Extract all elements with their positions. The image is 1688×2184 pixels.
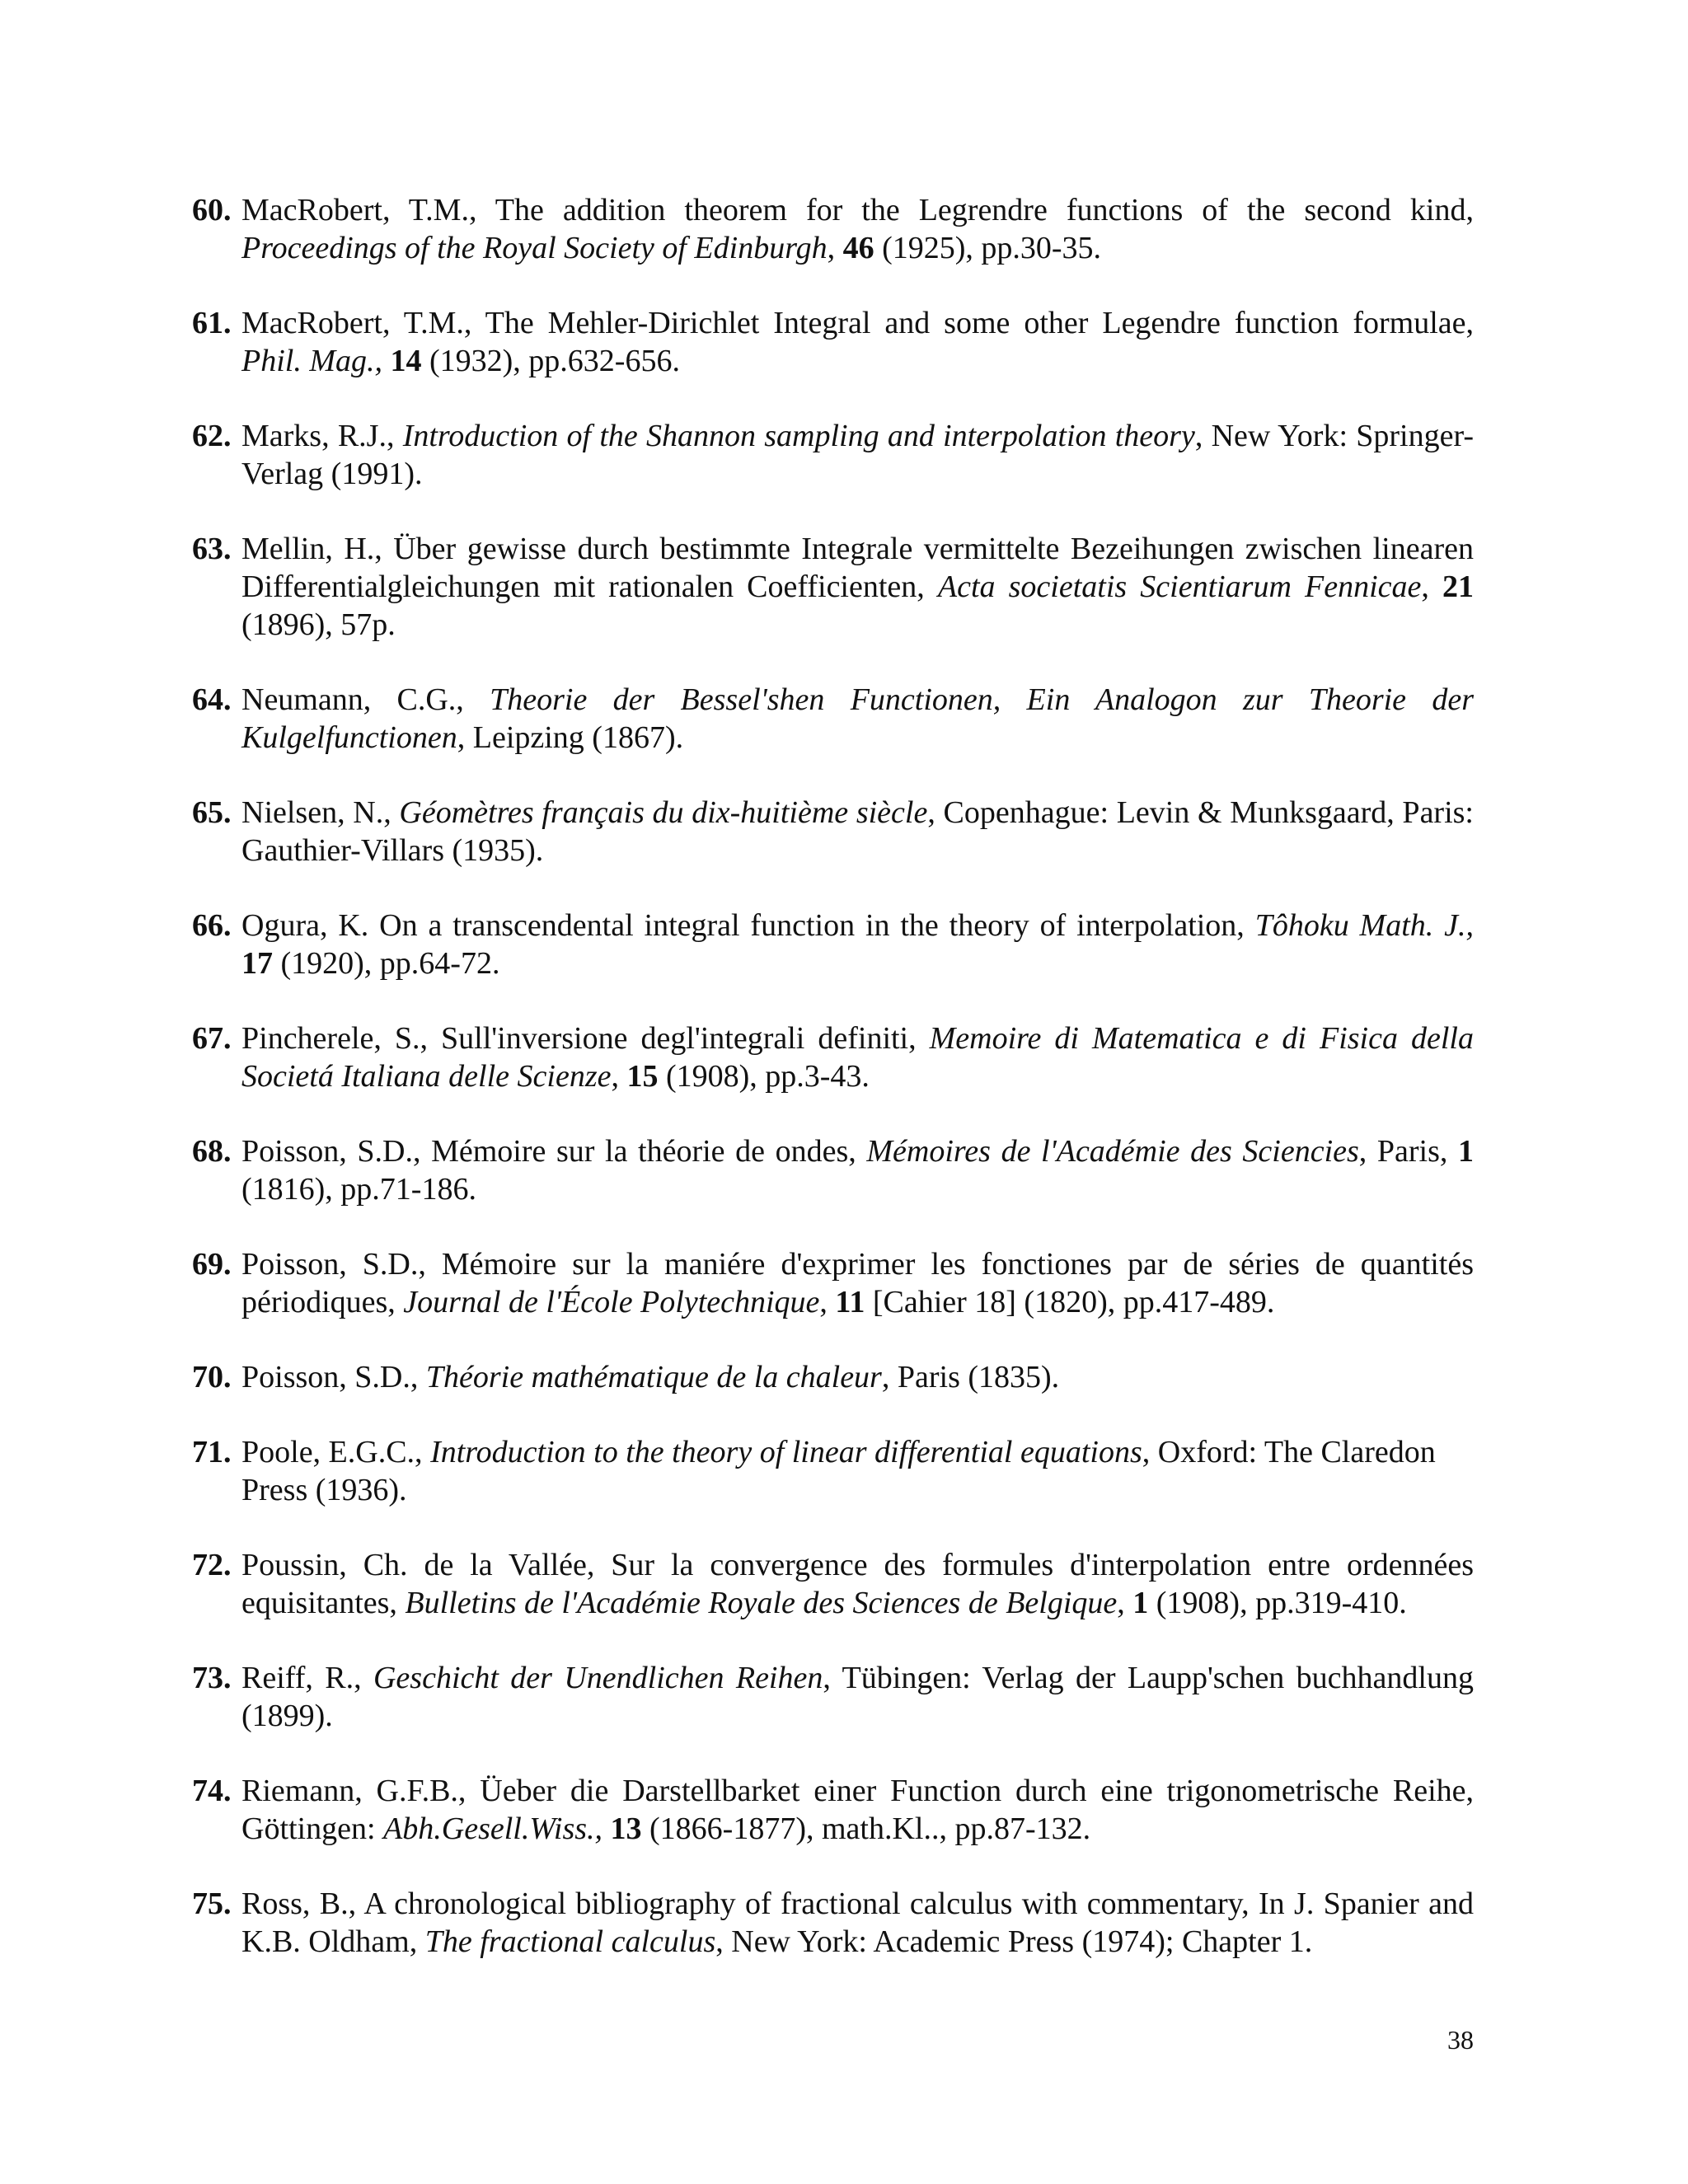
reference-text bbox=[241, 1245, 1474, 1321]
reference-text-segment: Poole, E.G.C., bbox=[241, 1435, 431, 1469]
reference-title-italic: Journal de l'École Polytechnique bbox=[403, 1285, 820, 1319]
reference-number: 74. bbox=[192, 1774, 232, 1808]
reference-title-italic: Proceedings of the Royal Society of Edinburgh bbox=[241, 231, 828, 265]
reference-number: 71. bbox=[192, 1435, 232, 1469]
reference-text-segment: , New York: Springer-Verlag (1991). bbox=[241, 419, 1475, 491]
reference-entry bbox=[192, 1132, 1474, 1208]
reference-text bbox=[241, 1885, 1474, 1961]
reference-text-segment: (1816), pp.71-186. bbox=[241, 1172, 476, 1207]
reference-number: 60. bbox=[192, 193, 232, 227]
reference-entry bbox=[192, 530, 1474, 644]
reference-number: 68. bbox=[192, 1134, 232, 1169]
reference-text-segment: (1925), pp.30-35. bbox=[874, 231, 1102, 265]
reference-title-italic: Introduction to the theory of linear differential equations bbox=[430, 1435, 1142, 1469]
reference-text-segment: Poisson, S.D., Mémoire sur la maniére d'exprimer les fonctiones par de séries de quantités périodiques, bbox=[241, 1247, 1474, 1319]
reference-entry bbox=[192, 794, 1474, 869]
reference-entry bbox=[192, 1358, 1474, 1396]
reference-text-segment: (1920), pp.64-72. bbox=[273, 946, 500, 981]
reference-title-italic: Acta societatis Scientiarum Fennicae bbox=[937, 569, 1422, 604]
reference-text-segment: , Paris (1835). bbox=[881, 1360, 1060, 1394]
reference-number: 63. bbox=[192, 532, 232, 566]
reference-text-segment: , Oxford: The Claredon Press (1936). bbox=[241, 1435, 1436, 1507]
reference-text bbox=[241, 1659, 1474, 1735]
reference-volume-bold: 15 bbox=[626, 1059, 659, 1094]
reference-title-italic: Théorie mathématique de la chaleur bbox=[425, 1360, 882, 1394]
reference-text-segment: Marks, R.J., bbox=[241, 419, 403, 453]
reference-number: 66. bbox=[192, 908, 232, 943]
reference-text-segment: Pincherele, S., Sull'inversione degl'integrali definiti, bbox=[241, 1021, 930, 1056]
reference-text-segment: , bbox=[1421, 569, 1442, 604]
reference-text-segment: , Leipzing (1867). bbox=[457, 720, 684, 755]
reference-list bbox=[192, 191, 1474, 1998]
reference-text bbox=[241, 1546, 1474, 1622]
reference-number: 75. bbox=[192, 1886, 232, 1921]
reference-entry bbox=[192, 1546, 1474, 1622]
reference-text-segment: MacRobert, T.M., The Mehler-Dirichlet Integral and some other Legendre function formulae, bbox=[241, 306, 1474, 340]
reference-text-segment: (1908), pp.3-43. bbox=[658, 1059, 870, 1094]
reference-text bbox=[241, 304, 1474, 380]
reference-volume-bold: 1 bbox=[1132, 1586, 1149, 1620]
reference-number: 61. bbox=[192, 306, 232, 340]
reference-text-segment: (1866-1877), math.Kl.., pp.87-132. bbox=[641, 1811, 1091, 1846]
reference-text-segment: Poussin, Ch. de la Vallée, Sur la convergence des formules d'interpolation entre ordennées equisitantes, bbox=[241, 1548, 1474, 1620]
reference-entry bbox=[192, 1433, 1474, 1509]
reference-text-segment: Poisson, S.D., Mémoire sur la théorie de ondes, bbox=[241, 1134, 867, 1169]
reference-entry bbox=[192, 907, 1474, 982]
reference-title-italic: Memoire di Matematica e di Fisica della Societá Italiana delle Scienze bbox=[241, 1021, 1474, 1094]
reference-text-segment: , Tübingen: Verlag der Laupp'schen buchhandlung (1899). bbox=[241, 1661, 1474, 1733]
reference-title-italic: Tôhoku Math. J., bbox=[1254, 908, 1475, 943]
reference-volume-bold: 17 bbox=[241, 946, 273, 981]
reference-number: 65. bbox=[192, 795, 232, 830]
reference-text-segment: Neumann, C.G., bbox=[241, 682, 490, 717]
reference-text-segment: Nielsen, N., bbox=[241, 795, 400, 830]
page-number: 38 bbox=[1447, 2025, 1474, 2055]
reference-text-segment: , bbox=[611, 1059, 627, 1094]
reference-text-segment: MacRobert, T.M., The addition theorem for the Legrendre functions of the second kind, bbox=[241, 193, 1474, 227]
reference-text bbox=[241, 1433, 1474, 1509]
reference-text bbox=[241, 417, 1474, 493]
reference-text bbox=[241, 191, 1474, 267]
reference-number: 67. bbox=[192, 1021, 232, 1056]
reference-volume-bold: 11 bbox=[835, 1285, 865, 1319]
reference-text-segment: Poisson, S.D., bbox=[241, 1360, 426, 1394]
reference-text bbox=[241, 530, 1474, 644]
reference-entry bbox=[192, 191, 1474, 267]
reference-number: 73. bbox=[192, 1661, 232, 1695]
reference-text bbox=[241, 1132, 1474, 1208]
reference-text bbox=[241, 1358, 1474, 1396]
reference-text-segment: Mellin, H., Über gewisse durch bestimmte Integrale vermittelte Bezeihungen zwischen linearen Differentialgleichungen mit rationalen Coefficienten, bbox=[241, 532, 1474, 604]
reference-title-italic: Mémoires de l'Académie des Sciencies bbox=[866, 1134, 1359, 1169]
reference-entry bbox=[192, 681, 1474, 757]
reference-entry bbox=[192, 1019, 1474, 1095]
reference-text-segment: Ross, B., A chronological bibliography of fractional calculus with commentary, In J. Spanier and K.B. Oldham, bbox=[241, 1886, 1474, 1959]
reference-number: 69. bbox=[192, 1247, 232, 1282]
reference-entry bbox=[192, 1245, 1474, 1321]
reference-number: 62. bbox=[192, 419, 232, 453]
reference-title-italic: Abh.Gesell.Wiss., bbox=[383, 1811, 603, 1846]
reference-text bbox=[241, 1019, 1474, 1095]
reference-text-segment: (1908), pp.319-410. bbox=[1148, 1586, 1407, 1620]
reference-text-segment: , bbox=[827, 231, 843, 265]
reference-volume-bold: 21 bbox=[1442, 569, 1474, 604]
reference-entry bbox=[192, 417, 1474, 493]
reference-title-italic: Bulletins de l'Académie Royale des Sciences de Belgique bbox=[405, 1586, 1118, 1620]
reference-title-italic: The fractional calculus bbox=[424, 1924, 716, 1959]
reference-title-italic: Phil. Mag., bbox=[241, 344, 382, 378]
reference-title-italic: Géomètres français du dix-huitième siècle bbox=[399, 795, 928, 830]
reference-number: 70. bbox=[192, 1360, 232, 1394]
reference-volume-bold: 13 bbox=[610, 1811, 642, 1846]
reference-text bbox=[241, 794, 1474, 869]
reference-entry bbox=[192, 1772, 1474, 1848]
reference-number: 64. bbox=[192, 682, 232, 717]
reference-text bbox=[241, 907, 1474, 982]
reference-entry bbox=[192, 1659, 1474, 1735]
reference-text-segment: , Paris, bbox=[1358, 1134, 1458, 1169]
reference-number: 72. bbox=[192, 1548, 232, 1582]
reference-text-segment bbox=[603, 1811, 611, 1846]
reference-text-segment: , bbox=[819, 1285, 836, 1319]
reference-text-segment: (1932), pp.632-656. bbox=[421, 344, 680, 378]
reference-text bbox=[241, 1772, 1474, 1848]
reference-entry bbox=[192, 1885, 1474, 1961]
reference-title-italic: Geschicht der Unendlichen Reihen bbox=[373, 1661, 823, 1695]
reference-text-segment: Ogura, K. On a transcendental integral function in the theory of interpolation, bbox=[241, 908, 1255, 943]
reference-title-italic: Introduction of the Shannon sampling and interpolation theory bbox=[402, 419, 1195, 453]
reference-text-segment: , New York: Academic Press (1974); Chapter 1. bbox=[715, 1924, 1313, 1959]
reference-text-segment: , bbox=[1117, 1586, 1133, 1620]
reference-text-segment: , Copenhague: Levin & Munksgaard, Paris: Gauthier-Villars (1935). bbox=[241, 795, 1474, 868]
reference-volume-bold: 1 bbox=[1458, 1134, 1474, 1169]
reference-text-segment: Reiff, R., bbox=[241, 1661, 373, 1695]
reference-title-italic: Theorie der Bessel'shen Functionen, Ein Analogon zur Theorie der Kulgelfunctionen bbox=[241, 682, 1474, 755]
reference-volume-bold: 14 bbox=[390, 344, 422, 378]
reference-text-segment: Riemann, G.F.B., Üeber die Darstellbarket einer Function durch eine trigonometrische Reihe, Göttingen: bbox=[241, 1774, 1474, 1846]
reference-entry bbox=[192, 304, 1474, 380]
reference-text bbox=[241, 681, 1474, 757]
reference-volume-bold: 46 bbox=[842, 231, 874, 265]
reference-text-segment: (1896), 57p. bbox=[241, 607, 396, 642]
reference-text-segment: [Cahier 18] (1820), pp.417-489. bbox=[865, 1285, 1275, 1319]
